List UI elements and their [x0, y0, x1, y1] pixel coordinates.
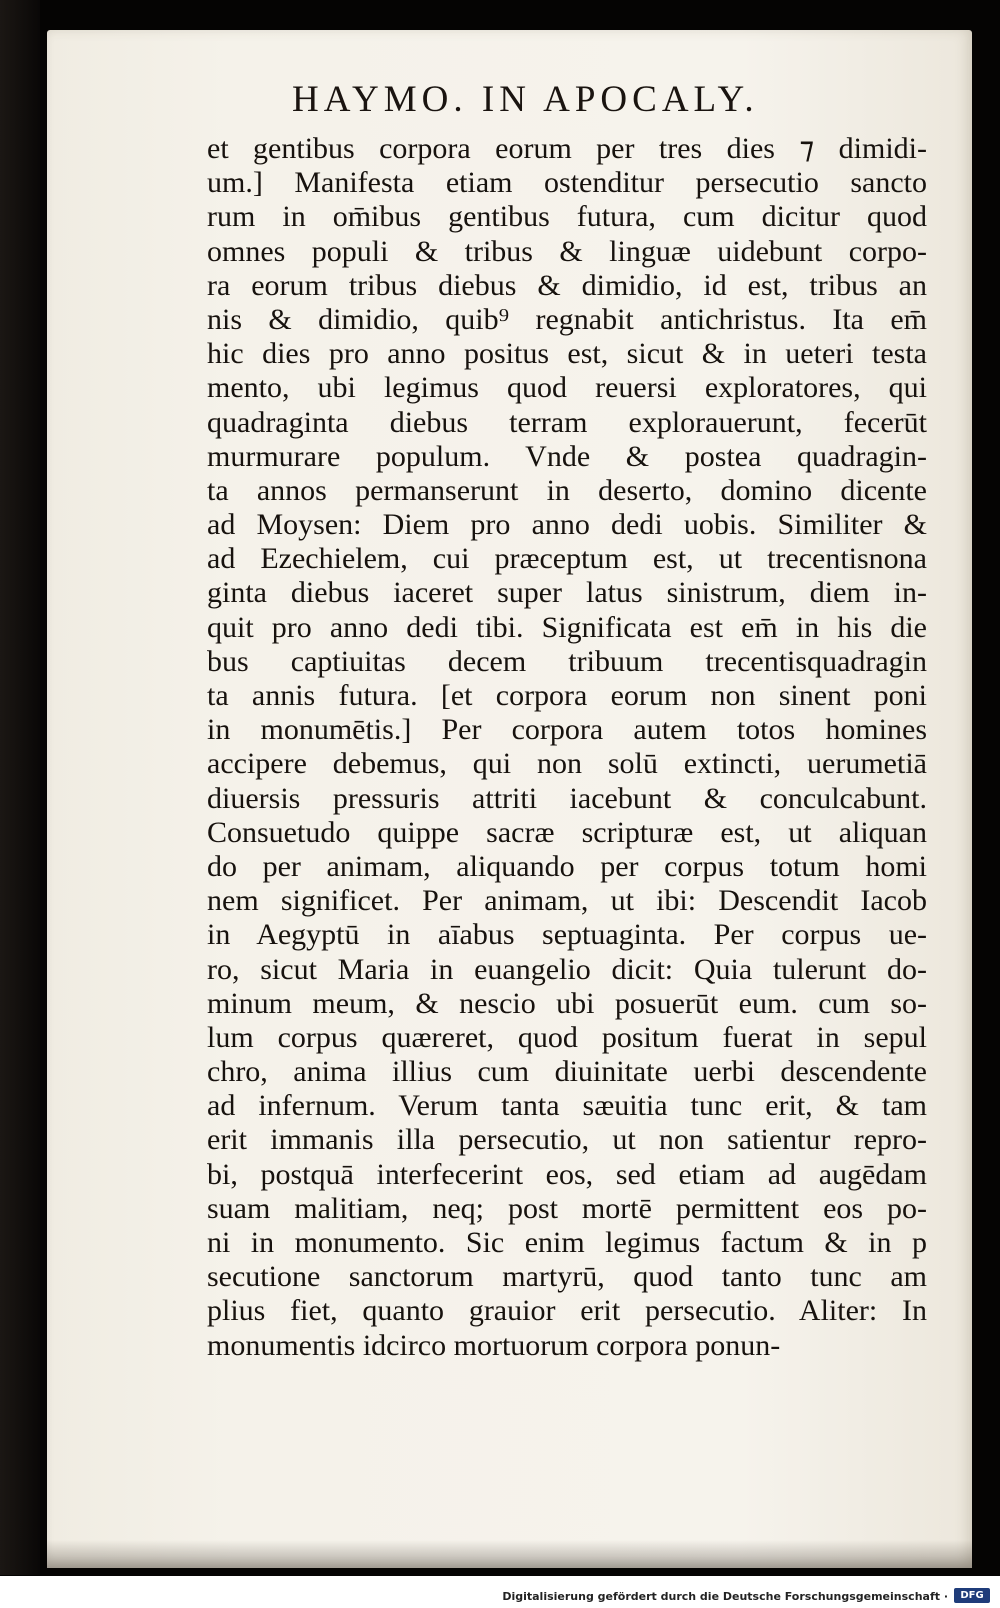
- page-bottom-shadow: [47, 1540, 972, 1568]
- footer-credit: Digitalisierung gefördert durch die Deutsche Forschungsgemeinschaft ·: [502, 1590, 948, 1603]
- text-line: ra eorum tribus diebus & dimidio, id est, tribus an: [207, 268, 927, 302]
- text-line: suam malitiam, neq; post mortē permittent eos po-: [207, 1191, 927, 1225]
- text-line: bus captiuitas decem tribuum trecentisquadragin: [207, 644, 927, 678]
- text-line: accipere debemus, qui non solū extincti, uerumetiā: [207, 747, 927, 781]
- dfg-logo: DFG: [954, 1588, 990, 1603]
- text-line: in monumētis.] Per corpora autem totos homines: [207, 713, 927, 747]
- text-line: um.] Manifesta etiam ostenditur persecutio sancto: [207, 166, 927, 200]
- text-line: omnes populi & tribus & linguæ uidebunt corpo-: [207, 234, 927, 268]
- text-line: do per animam, aliquando per corpus totum homi: [207, 849, 927, 883]
- text-line: nem significet. Per animam, ut ibi: Descendit Iacob: [207, 884, 927, 918]
- text-line: ad Moysen: Diem pro anno dedi uobis. Similiter &: [207, 508, 927, 542]
- text-block: [207, 132, 927, 1363]
- text-line: quadraginta diebus terram explorauerunt, fecerūt: [207, 405, 927, 439]
- text-line: mento, ubi legimus quod reuersi exploratores, qui: [207, 371, 927, 405]
- text-line: erit immanis illa persecutio, ut non satientur repro-: [207, 1123, 927, 1157]
- text-line: ta annis futura. [et corpora eorum non sinent poni: [207, 679, 927, 712]
- text-line: ad infernum. Verum tanta sæuitia tunc erit, & tam: [207, 1089, 927, 1123]
- text-line: monumentis idcirco mortuorum corpora ponun-: [207, 1328, 781, 1362]
- text-line: minum meum, & nescio ubi posuerūt eum. cum so-: [207, 986, 927, 1020]
- text-line: ad Ezechielem, cui præceptum est, ut trecentisnona: [207, 542, 927, 576]
- text-line: et gentibus corpora eorum per tres dies ⁊ dimidi-: [207, 132, 927, 165]
- text-line: bi, postquā interfecerint eos, sed etiam ad augēdam: [207, 1157, 927, 1191]
- text-line: in Aegyptū in aīabus septuaginta. Per corpus ue-: [207, 918, 927, 952]
- text-line: secutione sanctorum martyrū, quod tanto tunc am: [207, 1260, 927, 1294]
- scan-background-edge: [0, 0, 40, 1575]
- text-line: plius fiet, quanto grauior erit persecutio. Aliter: In: [207, 1294, 927, 1328]
- text-line: chro, anima illius cum diuinitate uerbi descendente: [207, 1055, 927, 1089]
- text-line: rum in om̄ibus gentibus futura, cum dicitur quod: [207, 200, 927, 234]
- text-line: ta annos permanserunt in deserto, domino dicente: [207, 473, 927, 507]
- running-head: HAYMO. IN APOCALY.: [292, 79, 759, 120]
- text-line: murmurare populum. Vnde & postea quadragin-: [207, 439, 927, 473]
- text-line: quit pro anno dedi tibi. Significata est em̄ in his die: [207, 610, 927, 644]
- text-line: hic dies pro anno positus est, sicut & in ueteri testa: [207, 337, 927, 371]
- text-line: Consuetudo quippe sacræ scripturæ est, ut aliquan: [207, 815, 927, 849]
- text-line: ginta diebus iaceret super latus sinistrum, diem in-: [207, 576, 927, 610]
- text-line: lum corpus quæreret, quod positum fuerat in sepul: [207, 1020, 927, 1054]
- text-line: ni in monumento. Sic enim legimus factum & in p: [207, 1226, 927, 1259]
- text-line: diuersis pressuris attriti iacebunt & conculcabunt.: [207, 781, 927, 815]
- text-line: nis & dimidio, quib⁹ regnabit antichristus. Ita em̄: [207, 302, 927, 336]
- text-line: ro, sicut Maria in euangelio dicit: Quia tulerunt do-: [207, 952, 927, 986]
